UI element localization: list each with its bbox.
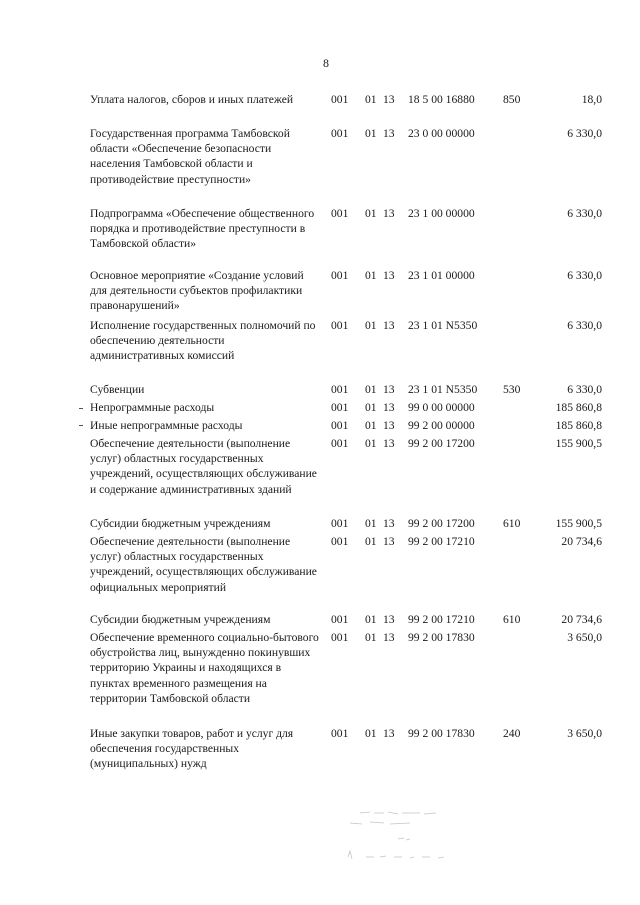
row-pr: 13 <box>383 207 395 220</box>
row-description: Уплата налогов, сборов и иных платежей <box>90 93 294 106</box>
row-cs: 99 2 00 17200 <box>408 437 475 450</box>
row-sum: 3 650,0 <box>567 631 602 644</box>
row-ved: 001 <box>331 535 349 548</box>
row-ved: 001 <box>331 419 349 432</box>
row-rz: 01 <box>365 269 377 282</box>
row-sum: 185 860,8 <box>555 401 602 414</box>
row-rz: 01 <box>365 437 377 450</box>
row-description: Основное мероприятие «Создание условий для деятельности субъектов профилактики правонарушений» <box>90 269 304 313</box>
row-pr: 13 <box>383 535 395 548</box>
row-ved: 001 <box>331 207 349 220</box>
row-cs: 23 0 00 00000 <box>408 127 475 140</box>
row-sum: 155 900,5 <box>555 437 602 450</box>
row-pr: 13 <box>383 93 395 106</box>
row-vr: 530 <box>503 383 521 396</box>
row-vr: 240 <box>503 727 521 740</box>
row-rz: 01 <box>365 207 377 220</box>
row-rz: 01 <box>365 517 377 530</box>
row-pr: 13 <box>383 419 395 432</box>
row-pr: 13 <box>383 401 395 414</box>
row-ved: 001 <box>331 631 349 644</box>
row-description: Обеспечение деятельности (выполнение услуг) областных государственных учреждений, осуществляющих обслуживание официальных мероприятий <box>90 535 317 594</box>
row-rz: 01 <box>365 401 377 414</box>
row-sum: 3 650,0 <box>567 727 602 740</box>
row-ved: 001 <box>331 517 349 530</box>
row-ved: 001 <box>331 437 349 450</box>
row-sum: 6 330,0 <box>567 269 602 282</box>
row-ved: 001 <box>331 93 349 106</box>
row-description: Непрограммные расходы <box>90 401 215 414</box>
row-description: Субвенции <box>90 383 145 396</box>
margin-mark <box>79 425 83 426</box>
row-pr: 13 <box>383 613 395 626</box>
row-pr: 13 <box>383 383 395 396</box>
row-rz: 01 <box>365 127 377 140</box>
row-ved: 001 <box>331 383 349 396</box>
row-cs: 99 2 00 17830 <box>408 727 475 740</box>
row-ved: 001 <box>331 401 349 414</box>
row-cs: 99 2 00 17200 <box>408 517 475 530</box>
row-ved: 001 <box>331 727 349 740</box>
row-pr: 13 <box>383 727 395 740</box>
margin-mark <box>79 408 83 409</box>
row-sum: 155 900,5 <box>555 517 602 530</box>
row-cs: 99 2 00 17210 <box>408 535 475 548</box>
row-ved: 001 <box>331 269 349 282</box>
row-description: Исполнение государственных полномочий по обеспечению деятельности административных комиссий <box>90 319 316 363</box>
row-cs: 99 2 00 17210 <box>408 613 475 626</box>
row-rz: 01 <box>365 319 377 332</box>
row-cs: 23 1 01 N5350 <box>408 319 478 332</box>
row-pr: 13 <box>383 631 395 644</box>
row-sum: 20 734,6 <box>561 613 602 626</box>
row-rz: 01 <box>365 93 377 106</box>
row-rz: 01 <box>365 535 377 548</box>
row-description: Подпрограмма «Обеспечение общественного порядка и противодействие преступности в Тамбовской области» <box>90 207 315 251</box>
row-cs: 18 5 00 16880 <box>408 93 475 106</box>
row-description: Иные закупки товаров, работ и услуг для обеспечения государственных (муниципальных) нужд <box>90 727 294 771</box>
row-description: Государственная программа Тамбовской области «Обеспечение безопасности населения Тамбовской области и противодействие преступности» <box>90 127 290 186</box>
row-ved: 001 <box>331 319 349 332</box>
signature-scribble <box>340 805 460 865</box>
row-rz: 01 <box>365 631 377 644</box>
row-cs: 23 1 00 00000 <box>408 207 475 220</box>
row-description: Обеспечение временного социально-бытового обустройства лиц, вынужденно покинувших территорию Украины и находящихся в пунктах временного размещения на территории Тамбовской области <box>90 631 319 705</box>
row-cs: 23 1 01 00000 <box>408 269 475 282</box>
row-description: Субсидии бюджетным учреждениям <box>90 517 271 530</box>
row-sum: 6 330,0 <box>567 207 602 220</box>
row-description: Субсидии бюджетным учреждениям <box>90 613 271 626</box>
row-pr: 13 <box>383 319 395 332</box>
row-sum: 185 860,8 <box>555 419 602 432</box>
row-pr: 13 <box>383 269 395 282</box>
row-vr: 850 <box>503 93 521 106</box>
row-cs: 99 2 00 00000 <box>408 419 475 432</box>
row-sum: 6 330,0 <box>567 127 602 140</box>
row-cs: 99 2 00 17830 <box>408 631 475 644</box>
row-ved: 001 <box>331 613 349 626</box>
row-sum: 6 330,0 <box>567 383 602 396</box>
row-sum: 18,0 <box>581 93 602 106</box>
row-pr: 13 <box>383 127 395 140</box>
row-rz: 01 <box>365 419 377 432</box>
row-description: Обеспечение деятельности (выполнение услуг) областных государственных учреждений, осуществляющих обслуживание и содержание административных зданий <box>90 437 317 496</box>
row-cs: 99 0 00 00000 <box>408 401 475 414</box>
row-rz: 01 <box>365 383 377 396</box>
row-pr: 13 <box>383 437 395 450</box>
row-sum: 6 330,0 <box>567 319 602 332</box>
row-cs: 23 1 01 N5350 <box>408 383 478 396</box>
row-description: Иные непрограммные расходы <box>90 419 243 432</box>
row-vr: 610 <box>503 517 521 530</box>
row-ved: 001 <box>331 127 349 140</box>
row-rz: 01 <box>365 613 377 626</box>
row-sum: 20 734,6 <box>561 535 602 548</box>
row-pr: 13 <box>383 517 395 530</box>
row-vr: 610 <box>503 613 521 626</box>
row-rz: 01 <box>365 727 377 740</box>
page-number: 8 <box>323 56 329 70</box>
